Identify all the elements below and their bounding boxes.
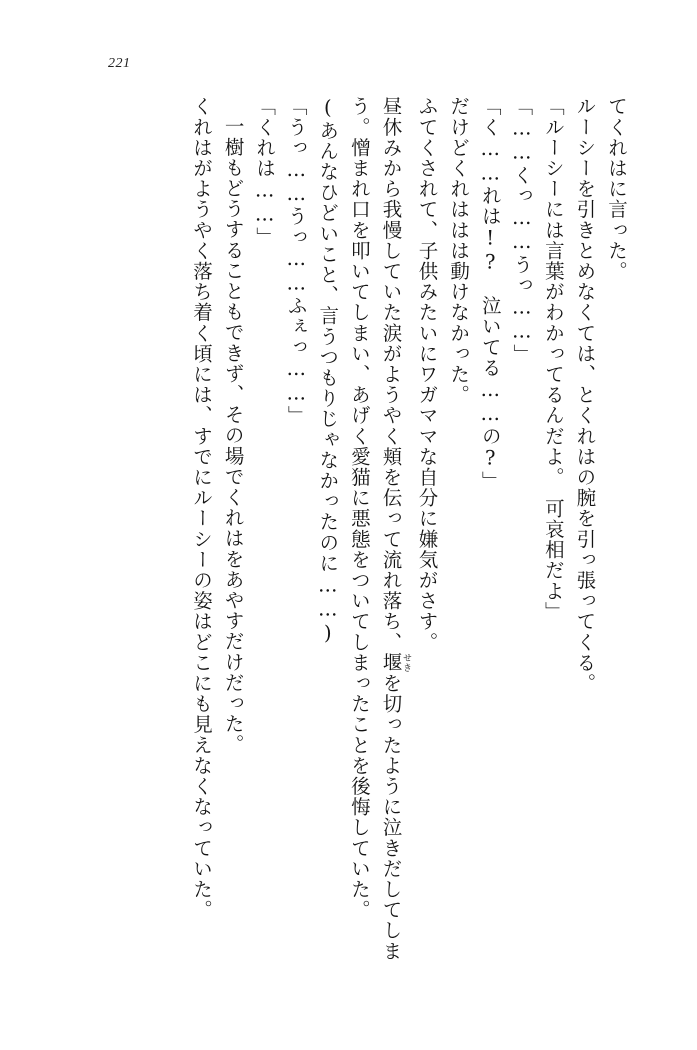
paragraph: 一樹もどうすることもできず、その場でくれはをあやすだけだった。: [221, 115, 245, 755]
vertical-text-body: [72, 96, 632, 996]
paragraph: 「く……れは!? 泣いてる……の?」: [478, 96, 502, 492]
paragraph: (あんなひどいこと、言うつもりじゃなかったのに……): [316, 96, 340, 646]
paragraph: くれはがようやく落ち着く頃には、すでにルーシーの姿はどこにも見えなくなっていた。: [189, 96, 213, 920]
paragraph: 「ルーシーには言葉がわかってるんだよ。 可哀相だよ」: [541, 96, 565, 622]
paragraph: 「うっ……うっ……ふぇっ……」: [284, 96, 308, 426]
ruby-annotation: 堰せき: [379, 652, 411, 673]
paragraph: てくれはに言った。: [605, 96, 628, 282]
paragraph: だけどくれははは動けなかった。: [447, 96, 471, 405]
paragraph: ふてくされて、子供みたいにワガママな自分に嫌気がさす。: [415, 96, 439, 653]
paragraph: 「……くっ……うっ……」: [510, 96, 534, 365]
paragraph: 「くれは……」: [253, 96, 277, 248]
paragraph: ルーシーを引きとめなくては、とくれはの腕を引っ張ってくる。: [573, 96, 597, 694]
paragraph-with-ruby: 昼休みから我慢していた涙がようやく頬を伝って流れ落ち、堰せきを切ったように泣きだしてしまう。憎まれ口を叩いてしまい、あげく愛猫に悪態をついてしまったことを後悔していた。: [347, 96, 411, 962]
page-number: 221: [108, 56, 131, 71]
